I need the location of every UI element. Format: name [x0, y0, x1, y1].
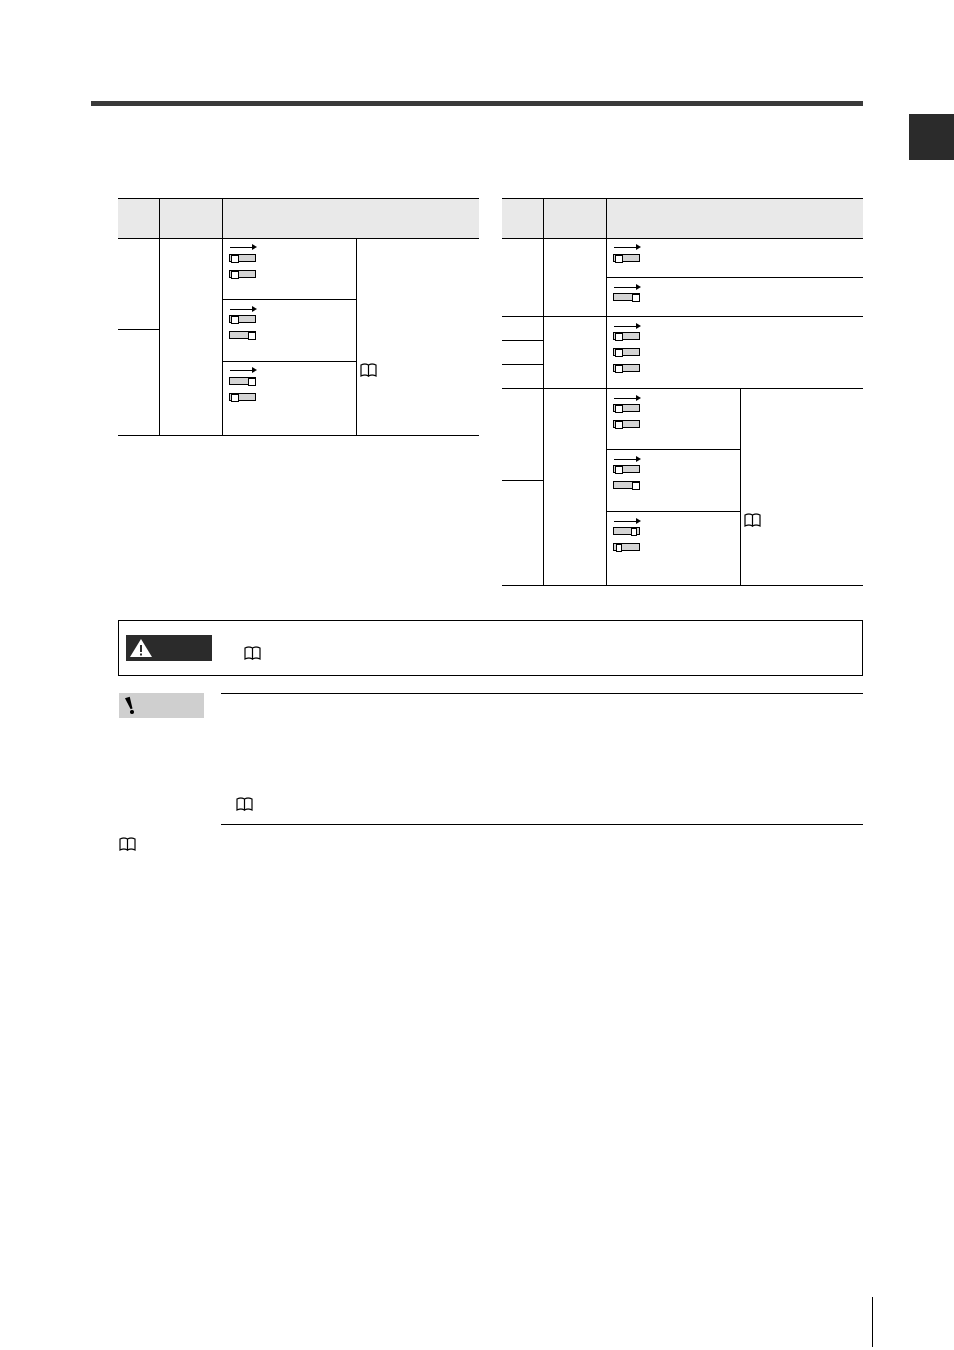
section-tab	[909, 114, 954, 160]
book-icon	[744, 513, 761, 527]
note-label	[119, 693, 204, 718]
warning-triangle-icon	[129, 638, 153, 658]
warning-box	[118, 620, 863, 676]
table-header	[118, 198, 479, 238]
book-icon	[236, 797, 253, 811]
switch-diagram	[613, 481, 641, 503]
switch-diagram	[613, 420, 641, 442]
book-icon	[244, 646, 261, 660]
switch-diagram	[613, 364, 641, 386]
switch-diagram	[613, 254, 641, 276]
table-header	[502, 198, 863, 238]
switch-diagram	[229, 331, 257, 353]
header-rule	[91, 101, 863, 106]
note-top-rule	[221, 693, 863, 694]
warning-label	[126, 635, 212, 661]
exclamation-icon	[122, 696, 138, 715]
book-icon	[360, 363, 377, 377]
page-number-rule	[872, 1297, 873, 1347]
switch-diagram	[229, 270, 257, 292]
note-bottom-rule	[221, 824, 863, 825]
switch-diagram	[613, 293, 641, 315]
switch-diagram	[613, 543, 641, 565]
switch-diagram	[229, 393, 257, 415]
book-icon	[119, 837, 136, 851]
